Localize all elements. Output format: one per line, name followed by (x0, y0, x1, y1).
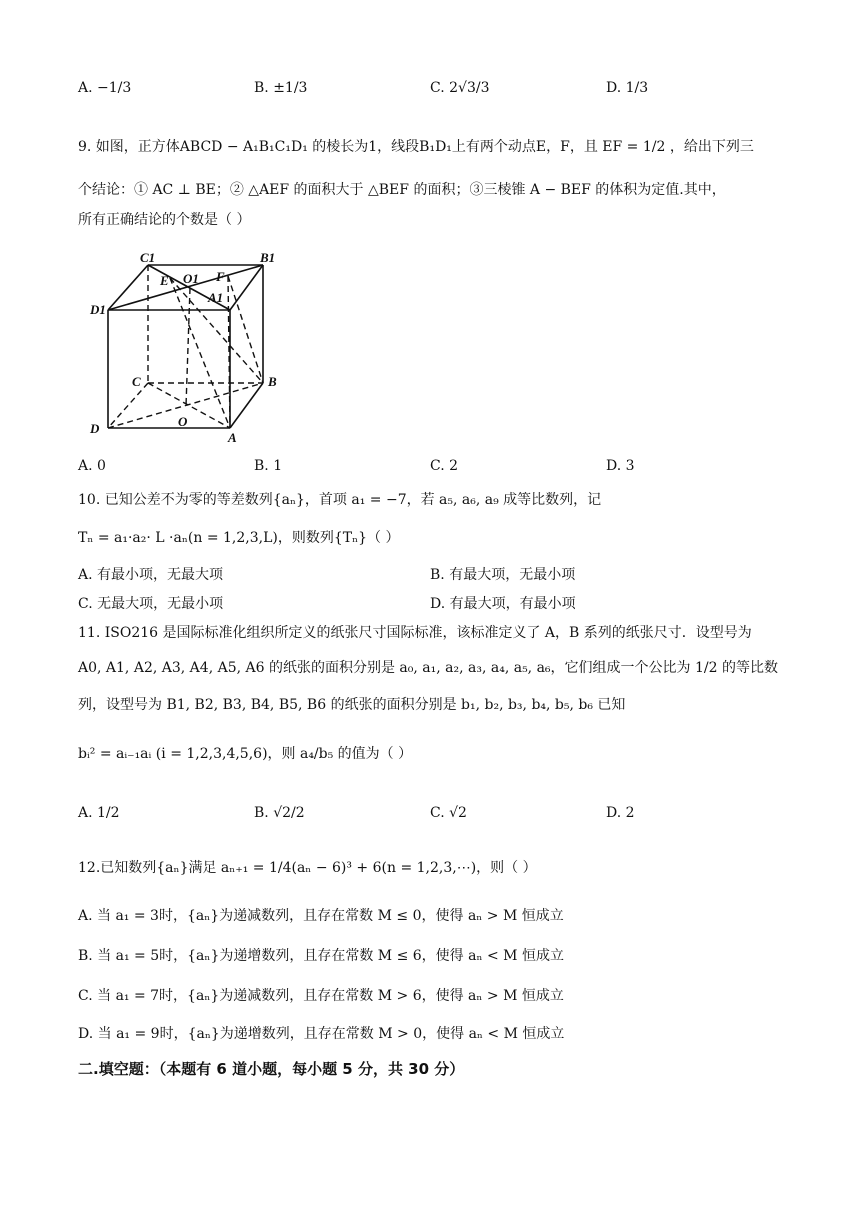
label-O: O (178, 414, 188, 429)
q11-option-c: C. √2 (430, 805, 467, 821)
q11-stem-line2: A0, A1, A2, A3, A4, A5, A6 的纸张的面积分别是 a₀, a₁, a₂, a₃, a₄, a₅, a₆，它们组成一个公比为 1/2 的等比数 (78, 660, 778, 676)
cube-figure (88, 248, 293, 443)
q9-stem-line3: 所有正确结论的个数是（ ） (78, 212, 251, 228)
label-F: F (216, 269, 225, 284)
label-D1: D1 (90, 302, 106, 317)
q9-option-b: B. 1 (254, 458, 283, 474)
label-C1: C1 (140, 250, 156, 265)
q9-option-d: D. 3 (606, 458, 635, 474)
q8-option-b: B. ±1/3 (254, 80, 308, 96)
label-B1: B1 (260, 250, 276, 265)
q10-stem-line2: Tₙ = a₁·a₂· L ·aₙ(n = 1,2,3,L)，则数列{Tₙ}（ ） (78, 530, 400, 546)
q8-option-d: D. 1/3 (606, 80, 649, 96)
q9-stem-line1: 9. 如图，正方体ABCD − A₁B₁C₁D₁ 的棱长为1，线段B₁D₁上有两个动点E，F，且 EF = 1/2 ，给出下列三 (78, 139, 754, 155)
q8-option-a: A. −1/3 (78, 80, 132, 96)
q12-option-d: D. 当 a₁ = 9时，{aₙ}为递增数列，且存在常数 M > 0，使得 aₙ < M 恒成立 (78, 1026, 565, 1042)
label-O1: O1 (183, 271, 199, 286)
q9-option-c: C. 2 (430, 458, 459, 474)
q12-option-c: C. 当 a₁ = 7时，{aₙ}为递减数列，且存在常数 M > 6，使得 aₙ > M 恒成立 (78, 988, 564, 1004)
label-D: D (90, 421, 100, 436)
label-C: C (132, 374, 141, 389)
q12-stem: 12.已知数列{aₙ}满足 aₙ₊₁ = 1/4(aₙ − 6)³ + 6(n = 1,2,3,⋯)，则（ ） (78, 860, 537, 876)
q11-option-a: A. 1/2 (78, 805, 120, 821)
q11-stem-line1: 11. ISO216 是国际标准化组织所定义的纸张尺寸国际标准，该标准定义了 A，B 系列的纸张尺寸．设型号为 (78, 625, 752, 641)
label-B: B (268, 374, 277, 389)
q10-option-d: D. 有最大项，有最小项 (430, 596, 576, 612)
q11-option-b: B. √2/2 (254, 805, 305, 821)
q9-stem-line2: 个结论：① AC ⊥ BE；② △AEF 的面积大于 △BEF 的面积；③三棱锥 A − BEF 的体积为定值.其中， (78, 182, 726, 198)
q9-option-a: A. 0 (78, 458, 106, 474)
label-A: A (228, 430, 237, 443)
q11-option-d: D. 2 (606, 805, 635, 821)
q10-option-b: B. 有最大项，无最小项 (430, 567, 576, 583)
label-E: E (160, 273, 169, 288)
q12-option-a: A. 当 a₁ = 3时，{aₙ}为递减数列，且存在常数 M ≤ 0，使得 aₙ > M 恒成立 (78, 908, 564, 924)
q12-option-b: B. 当 a₁ = 5时，{aₙ}为递增数列，且存在常数 M ≤ 6，使得 aₙ < M 恒成立 (78, 948, 564, 964)
q10-option-c: C. 无最大项，无最小项 (78, 596, 224, 612)
q11-stem-line4: bᵢ² = aᵢ₋₁aᵢ (i = 1,2,3,4,5,6)，则 a₄/b₅ 的值为（ ） (78, 746, 413, 762)
q8-option-c: C. 2√3/3 (430, 80, 490, 96)
q10-option-a: A. 有最小项，无最大项 (78, 567, 224, 583)
q10-stem-line1: 10. 已知公差不为零的等差数列{aₙ}，首项 a₁ = −7，若 a₅, a₆, a₉ 成等比数列，记 (78, 492, 602, 508)
label-A1: A1 (208, 290, 224, 305)
section-title: 二.填空题：（本题有 6 道小题，每小题 5 分，共 30 分） (78, 1060, 465, 1078)
q11-stem-line3: 列，设型号为 B1, B2, B3, B4, B5, B6 的纸张的面积分别是 b₁, b₂, b₃, b₄, b₅, b₆ 已知 (78, 697, 626, 713)
